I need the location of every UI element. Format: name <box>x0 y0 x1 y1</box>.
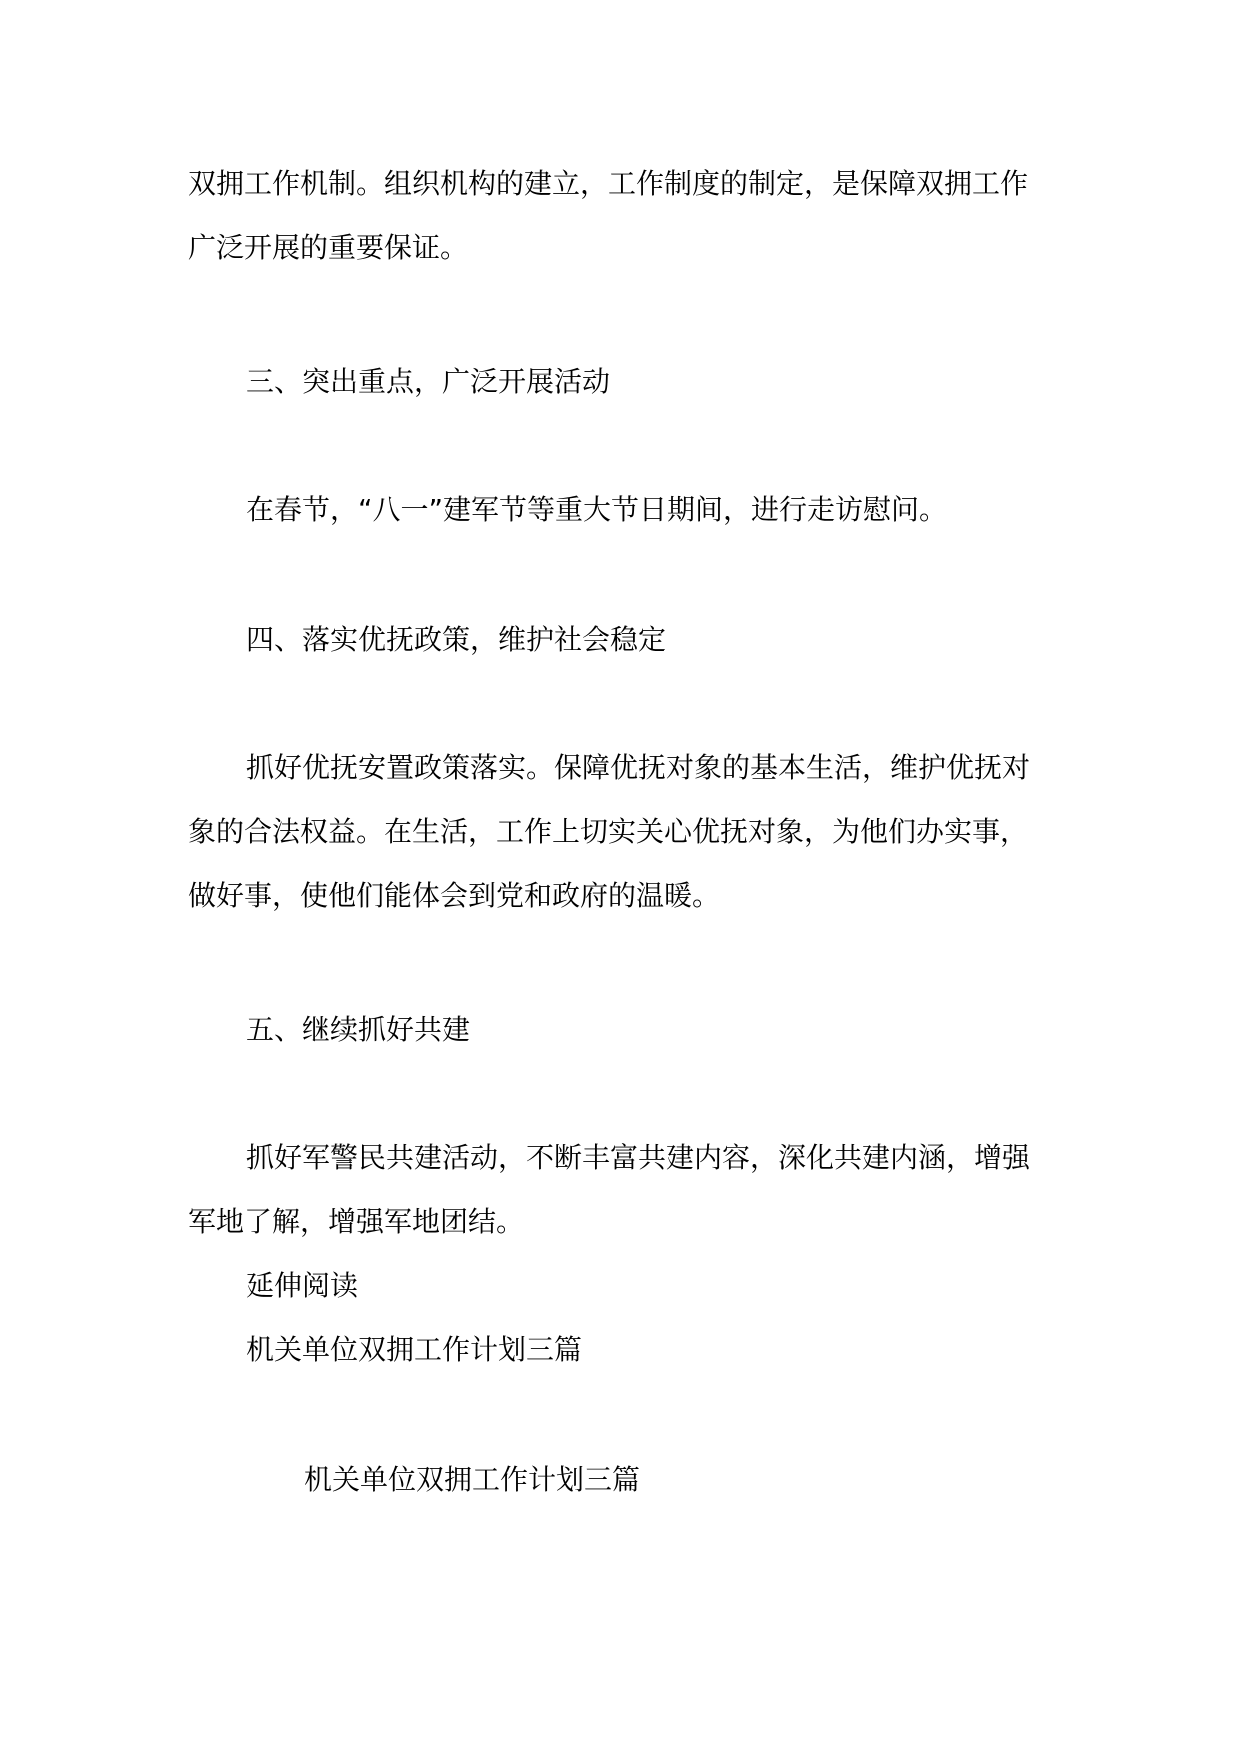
extended-reading-link[interactable]: 机关单位双拥工作计划三篇 <box>246 1333 583 1366</box>
paragraph-line: 在春节，“八一”建军节等重大节日期间，进行走访慰问。 <box>246 493 948 526</box>
paragraph-line: 抓好军警民共建活动，不断丰富共建内容，深化共建内涵，增强 <box>246 1141 1031 1174</box>
extended-reading-label: 延伸阅读 <box>246 1269 359 1302</box>
paragraph-line: 军地了解，增强军地团结。 <box>188 1205 525 1238</box>
section-heading: 四、落实优抚政策，维护社会稳定 <box>246 623 667 656</box>
paragraph-line: 双拥工作机制。组织机构的建立，工作制度的制定，是保障双拥工作 <box>188 167 1029 200</box>
paragraph-line: 象的合法权益。在生活，工作上切实关心优抚对象，为他们办实事， <box>188 815 1029 848</box>
paragraph-line: 做好事，使他们能体会到党和政府的温暖。 <box>188 879 721 912</box>
document-title: 机关单位双拥工作计划三篇 <box>304 1463 641 1496</box>
paragraph-line: 广泛开展的重要保证。 <box>188 231 469 264</box>
section-heading: 三、突出重点，广泛开展活动 <box>246 365 611 398</box>
paragraph-line: 抓好优抚安置政策落实。保障优抚对象的基本生活，维护优抚对 <box>246 751 1031 784</box>
section-heading: 五、继续抓好共建 <box>246 1013 471 1046</box>
